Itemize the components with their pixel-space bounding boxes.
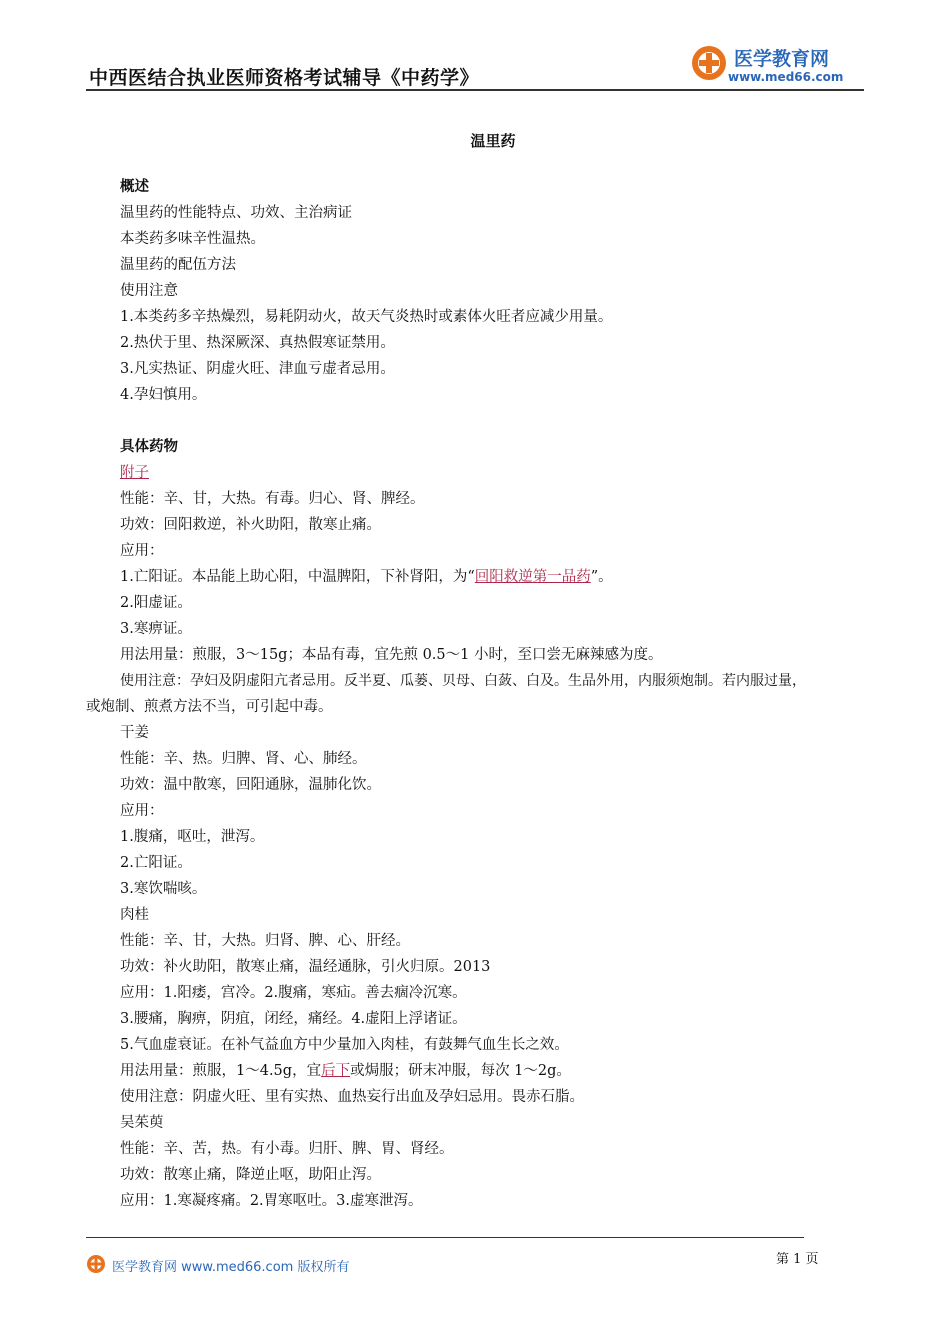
overview-line: 温里药的性能特点、功效、主治病证 [120,205,352,221]
drug-line: 5.气血虚衰证。在补气益血方中少量加入肉桂，有鼓舞气血生长之效。 [120,1037,569,1053]
drug-name-fuzi-link[interactable]: 附子 [120,465,149,481]
drug-line: 应用： [120,543,164,559]
med66-footer-logo-icon [86,1254,106,1274]
drug-line: 使用注意：阴虚火旺、里有实热、血热妄行出血及孕妇忌用。畏赤石脂。 [120,1089,584,1105]
drug-line: 性能：辛、甘，大热。归肾、脾、心、肝经。 [120,933,410,949]
drug-line: 应用：1.寒凝疼痛。2.胃寒呕吐。3.虚寒泄泻。 [120,1193,423,1209]
med66-logo-icon [690,44,728,82]
drug-line: 性能：辛、苦，热。有小毒。归肝、脾、胃、肾经。 [120,1141,454,1157]
document-title: 温里药 [470,132,516,150]
drug-line [120,1061,571,1081]
drug-line: 功效：散寒止痛，降逆止呕，助阳止泻。 [120,1167,381,1183]
overview-line: 本类药多味辛性温热。 [120,231,265,247]
logo-name: 医学教育网 [734,48,830,70]
drug-line: 应用：1.阳痿，宫冷。2.腹痛，寒疝。善去痼冷沉寒。 [120,985,467,1001]
logo-url: www.med66.com [728,70,844,84]
drug-line: 功效：补火助阳，散寒止痛，温经通脉，引火归原。2013 [120,959,491,975]
site-logo[interactable] [690,42,870,88]
section-heading-overview: 概述 [120,179,149,195]
footer-copyright: 医学教育网 www.med66.com 版权所有 [112,1260,350,1275]
drug-line: 2.阳虚证。 [120,595,192,611]
drug-line: 性能：辛、甘，大热。有毒。归心、肾、脾经。 [120,491,425,507]
overview-line: 温里药的配伍方法 [120,257,236,273]
drug-line: 1.腹痛，呕吐，泄泻。 [120,829,265,845]
section-heading-drugs: 具体药物 [120,439,178,455]
overview-line: 3.凡实热证、阴虚火旺、津血亏虚者忌用。 [120,361,395,377]
header-divider [86,89,864,91]
page-number: 第 1 页 [776,1252,819,1267]
overview-line: 使用注意 [120,283,178,299]
drug-line-text: 用法用量：煎服，1～4.5g，宜 [120,1063,322,1079]
drug-line: 使用注意：孕妇及阴虚阳亢者忌用。反半夏、瓜蒌、贝母、白蔹、白及。生品外用，内服须炮制。若内服过量， [120,673,806,689]
drug-line-text: 或焗服；研末冲服，每次 1～2g。 [350,1063,571,1079]
drug-line-text: 1.亡阳证。本品能上助心阳，中温脾阳，下补肾阳，为“ [120,569,475,585]
overview-line: 4.孕妇慎用。 [120,387,207,403]
keyword-link[interactable]: 回阳救逆第一品药 [474,569,591,585]
drug-line: 3.寒饮喘咳。 [120,881,207,897]
drug-line: 用法用量：煎服，3～15g；本品有毒，宜先煎 0.5～1 小时，至口尝无麻辣感为度。 [120,647,663,663]
overview-line: 2.热伏于里、热深厥深、真热假寒证禁用。 [120,335,395,351]
keyword-link[interactable]: 后下 [321,1063,351,1079]
drug-line: 2.亡阳证。 [120,855,192,871]
drug-line: 3.寒痹证。 [120,621,192,637]
drug-line: 或炮制、煎煮方法不当，可引起中毒。 [86,699,333,715]
drug-name-rougui: 肉桂 [120,907,149,923]
drug-name-ganjiang: 干姜 [120,725,149,741]
overview-line: 1.本类药多辛热燥烈，易耗阴动火，故天气炎热时或素体火旺者应减少用量。 [120,309,613,325]
drug-line: 功效：回阳救逆，补火助阳，散寒止痛。 [120,517,381,533]
drug-line-text: ”。 [590,569,613,585]
drug-line: 功效：温中散寒，回阳通脉，温肺化饮。 [120,777,381,793]
footer-divider [86,1237,804,1238]
header-title: 中西医结合执业医师资格考试辅导《中药学》 [89,67,480,89]
drug-line [120,567,613,587]
drug-line: 性能：辛、热。归脾、肾、心、肺经。 [120,751,367,767]
drug-line: 3.腰痛，胸痹，阴疽，闭经，痛经。4.虚阳上浮诸证。 [120,1011,467,1027]
drug-name-wuzhuyu: 吴茱萸 [120,1115,164,1131]
drug-line: 应用： [120,803,164,819]
